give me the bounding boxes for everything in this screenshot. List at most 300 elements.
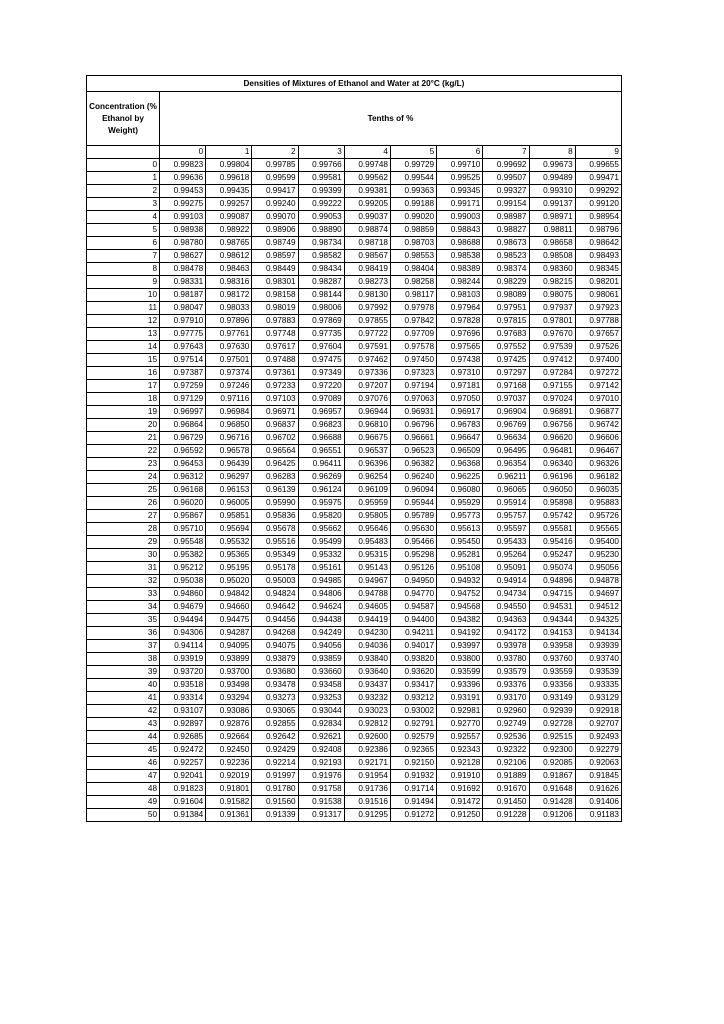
density-cell: 0.94660 bbox=[206, 601, 252, 614]
density-cell: 0.96080 bbox=[437, 484, 483, 497]
density-cell: 0.95483 bbox=[344, 536, 390, 549]
density-cell: 0.95020 bbox=[206, 575, 252, 588]
density-cell: 0.97246 bbox=[206, 380, 252, 393]
density-cell: 0.97501 bbox=[206, 354, 252, 367]
density-cell: 0.95597 bbox=[483, 523, 529, 536]
density-cell: 0.97103 bbox=[252, 393, 298, 406]
density-cell: 0.98734 bbox=[298, 237, 344, 250]
density-cell: 0.92770 bbox=[437, 718, 483, 731]
density-cell: 0.93044 bbox=[298, 705, 344, 718]
density-cell: 0.99070 bbox=[252, 211, 298, 224]
density-cell: 0.98463 bbox=[206, 263, 252, 276]
density-cell: 0.98089 bbox=[483, 289, 529, 302]
density-cell: 0.95565 bbox=[575, 523, 621, 536]
density-cell: 0.94017 bbox=[390, 640, 436, 653]
density-cell: 0.98827 bbox=[483, 224, 529, 237]
density-cell: 0.98201 bbox=[575, 276, 621, 289]
density-cell: 0.95382 bbox=[160, 549, 206, 562]
density-cell: 0.92450 bbox=[206, 744, 252, 757]
density-cell: 0.98316 bbox=[206, 276, 252, 289]
table-row bbox=[87, 796, 622, 809]
density-cell: 0.96904 bbox=[483, 406, 529, 419]
density-cell: 0.94642 bbox=[252, 601, 298, 614]
density-cell: 0.98331 bbox=[160, 276, 206, 289]
table-row bbox=[87, 536, 622, 549]
density-cell: 0.98971 bbox=[529, 211, 575, 224]
density-cell: 0.96182 bbox=[575, 471, 621, 484]
concentration-value: 39 bbox=[87, 666, 160, 679]
density-cell: 0.97539 bbox=[529, 341, 575, 354]
density-cell: 0.95499 bbox=[298, 536, 344, 549]
density-cell: 0.92019 bbox=[206, 770, 252, 783]
density-cell: 0.99599 bbox=[252, 172, 298, 185]
table-row bbox=[87, 783, 622, 796]
density-cell: 0.99171 bbox=[437, 198, 483, 211]
density-cell: 0.94531 bbox=[529, 601, 575, 614]
table-row bbox=[87, 497, 622, 510]
title-row bbox=[87, 76, 622, 92]
density-cell: 0.93335 bbox=[575, 679, 621, 692]
density-cell: 0.96094 bbox=[390, 484, 436, 497]
density-cell: 0.95516 bbox=[252, 536, 298, 549]
density-cell: 0.94679 bbox=[160, 601, 206, 614]
density-cell: 0.97220 bbox=[298, 380, 344, 393]
density-cell: 0.92171 bbox=[344, 757, 390, 770]
density-cell: 0.91494 bbox=[390, 796, 436, 809]
density-cell: 0.96368 bbox=[437, 458, 483, 471]
density-cell: 0.97951 bbox=[483, 302, 529, 315]
concentration-value: 42 bbox=[87, 705, 160, 718]
density-cell: 0.92536 bbox=[483, 731, 529, 744]
density-cell: 0.93129 bbox=[575, 692, 621, 705]
density-cell: 0.97233 bbox=[252, 380, 298, 393]
density-cell: 0.95433 bbox=[483, 536, 529, 549]
density-cell: 0.95003 bbox=[252, 575, 298, 588]
table-row bbox=[87, 744, 622, 757]
density-cell: 0.91361 bbox=[206, 809, 252, 822]
concentration-header: Concentration (% Ethanol by Weight) bbox=[87, 92, 160, 146]
density-cell: 0.99154 bbox=[483, 198, 529, 211]
density-cell: 0.99240 bbox=[252, 198, 298, 211]
table-row bbox=[87, 263, 622, 276]
density-cell: 0.98449 bbox=[252, 263, 298, 276]
density-cell: 0.94325 bbox=[575, 614, 621, 627]
density-cell: 0.98130 bbox=[344, 289, 390, 302]
density-cell: 0.96005 bbox=[206, 497, 252, 510]
density-cell: 0.92128 bbox=[437, 757, 483, 770]
density-cell: 0.97591 bbox=[344, 341, 390, 354]
density-cell: 0.96864 bbox=[160, 419, 206, 432]
density-cell: 0.93740 bbox=[575, 653, 621, 666]
density-cell: 0.98938 bbox=[160, 224, 206, 237]
concentration-value: 3 bbox=[87, 198, 160, 211]
density-cell: 0.96688 bbox=[298, 432, 344, 445]
density-cell: 0.92621 bbox=[298, 731, 344, 744]
density-cell: 0.97617 bbox=[252, 341, 298, 354]
density-cell: 0.99562 bbox=[344, 172, 390, 185]
density-cell: 0.98493 bbox=[575, 250, 621, 263]
density-cell: 0.97116 bbox=[206, 393, 252, 406]
density-cell: 0.93149 bbox=[529, 692, 575, 705]
density-cell: 0.96931 bbox=[390, 406, 436, 419]
density-cell: 0.92236 bbox=[206, 757, 252, 770]
concentration-value: 22 bbox=[87, 445, 160, 458]
density-cell: 0.97937 bbox=[529, 302, 575, 315]
density-cell: 0.95143 bbox=[344, 562, 390, 575]
density-cell: 0.92085 bbox=[529, 757, 575, 770]
density-cell: 0.97310 bbox=[437, 367, 483, 380]
density-cell: 0.94715 bbox=[529, 588, 575, 601]
density-cell: 0.99020 bbox=[390, 211, 436, 224]
density-cell: 0.93840 bbox=[344, 653, 390, 666]
density-cell: 0.94752 bbox=[437, 588, 483, 601]
density-cell: 0.91780 bbox=[252, 783, 298, 796]
density-cell: 0.92300 bbox=[529, 744, 575, 757]
density-cell: 0.98811 bbox=[529, 224, 575, 237]
density-cell: 0.97194 bbox=[390, 380, 436, 393]
concentration-value: 25 bbox=[87, 484, 160, 497]
density-cell: 0.94842 bbox=[206, 588, 252, 601]
density-cell: 0.98434 bbox=[298, 263, 344, 276]
concentration-value: 4 bbox=[87, 211, 160, 224]
density-cell: 0.96326 bbox=[575, 458, 621, 471]
density-cell: 0.98688 bbox=[437, 237, 483, 250]
concentration-value: 29 bbox=[87, 536, 160, 549]
density-cell: 0.95230 bbox=[575, 549, 621, 562]
density-cell: 0.96606 bbox=[575, 432, 621, 445]
table-row bbox=[87, 588, 622, 601]
density-table bbox=[86, 75, 622, 822]
concentration-value: 6 bbox=[87, 237, 160, 250]
density-cell: 0.92600 bbox=[344, 731, 390, 744]
density-cell: 0.91932 bbox=[390, 770, 436, 783]
density-cell: 0.97643 bbox=[160, 341, 206, 354]
table-row bbox=[87, 601, 622, 614]
density-cell: 0.93997 bbox=[437, 640, 483, 653]
density-cell: 0.94878 bbox=[575, 575, 621, 588]
density-cell: 0.97869 bbox=[298, 315, 344, 328]
density-cell: 0.96783 bbox=[437, 419, 483, 432]
density-cell: 0.92515 bbox=[529, 731, 575, 744]
concentration-value: 47 bbox=[87, 770, 160, 783]
density-cell: 0.94075 bbox=[252, 640, 298, 653]
density-cell: 0.94932 bbox=[437, 575, 483, 588]
density-cell: 0.97425 bbox=[483, 354, 529, 367]
concentration-value: 12 bbox=[87, 315, 160, 328]
density-cell: 0.93640 bbox=[344, 666, 390, 679]
density-cell: 0.94211 bbox=[390, 627, 436, 640]
density-cell: 0.98749 bbox=[252, 237, 298, 250]
density-cell: 0.94400 bbox=[390, 614, 436, 627]
table-row bbox=[87, 159, 622, 172]
table-row bbox=[87, 770, 622, 783]
density-cell: 0.93919 bbox=[160, 653, 206, 666]
concentration-value: 26 bbox=[87, 497, 160, 510]
density-cell: 0.91228 bbox=[483, 809, 529, 822]
density-cell: 0.94095 bbox=[206, 640, 252, 653]
density-cell: 0.98061 bbox=[575, 289, 621, 302]
density-cell: 0.97735 bbox=[298, 328, 344, 341]
concentration-value: 1 bbox=[87, 172, 160, 185]
density-cell: 0.94172 bbox=[483, 627, 529, 640]
density-cell: 0.99188 bbox=[390, 198, 436, 211]
density-cell: 0.95883 bbox=[575, 497, 621, 510]
concentration-value: 40 bbox=[87, 679, 160, 692]
density-cell: 0.95990 bbox=[252, 497, 298, 510]
density-cell: 0.92257 bbox=[160, 757, 206, 770]
density-cell: 0.96702 bbox=[252, 432, 298, 445]
density-cell: 0.94860 bbox=[160, 588, 206, 601]
density-cell: 0.99507 bbox=[483, 172, 529, 185]
density-cell: 0.94770 bbox=[390, 588, 436, 601]
concentration-value: 31 bbox=[87, 562, 160, 575]
density-cell: 0.94056 bbox=[298, 640, 344, 653]
density-cell: 0.93780 bbox=[483, 653, 529, 666]
density-cell: 0.91384 bbox=[160, 809, 206, 822]
table-row bbox=[87, 393, 622, 406]
density-cell: 0.98345 bbox=[575, 263, 621, 276]
density-cell: 0.92557 bbox=[437, 731, 483, 744]
concentration-value: 34 bbox=[87, 601, 160, 614]
density-cell: 0.91801 bbox=[206, 783, 252, 796]
concentration-value: 15 bbox=[87, 354, 160, 367]
density-cell: 0.97089 bbox=[298, 393, 344, 406]
density-cell: 0.99729 bbox=[390, 159, 436, 172]
density-cell: 0.94605 bbox=[344, 601, 390, 614]
concentration-value: 10 bbox=[87, 289, 160, 302]
density-cell: 0.91670 bbox=[483, 783, 529, 796]
density-cell: 0.95548 bbox=[160, 536, 206, 549]
table-row bbox=[87, 341, 622, 354]
density-cell: 0.93458 bbox=[298, 679, 344, 692]
density-cell: 0.93170 bbox=[483, 692, 529, 705]
density-cell: 0.94824 bbox=[252, 588, 298, 601]
density-cell: 0.95898 bbox=[529, 497, 575, 510]
density-cell: 0.96729 bbox=[160, 432, 206, 445]
density-cell: 0.96537 bbox=[344, 445, 390, 458]
density-cell: 0.96742 bbox=[575, 419, 621, 432]
table-row bbox=[87, 276, 622, 289]
density-cell: 0.97578 bbox=[390, 341, 436, 354]
density-cell: 0.95975 bbox=[298, 497, 344, 510]
density-cell: 0.92365 bbox=[390, 744, 436, 757]
density-cell: 0.93518 bbox=[160, 679, 206, 692]
density-cell: 0.94249 bbox=[298, 627, 344, 640]
density-cell: 0.97076 bbox=[344, 393, 390, 406]
density-cell: 0.95195 bbox=[206, 562, 252, 575]
density-cell: 0.94036 bbox=[344, 640, 390, 653]
density-cell: 0.98117 bbox=[390, 289, 436, 302]
density-cell: 0.96850 bbox=[206, 419, 252, 432]
density-cell: 0.99525 bbox=[437, 172, 483, 185]
density-cell: 0.97336 bbox=[344, 367, 390, 380]
density-cell: 0.94494 bbox=[160, 614, 206, 627]
density-cell: 0.97297 bbox=[483, 367, 529, 380]
density-cell: 0.97475 bbox=[298, 354, 344, 367]
density-cell: 0.98229 bbox=[483, 276, 529, 289]
table-row bbox=[87, 380, 622, 393]
density-cell: 0.99636 bbox=[160, 172, 206, 185]
density-cell: 0.91450 bbox=[483, 796, 529, 809]
density-cell: 0.96297 bbox=[206, 471, 252, 484]
density-cell: 0.95074 bbox=[529, 562, 575, 575]
concentration-value: 50 bbox=[87, 809, 160, 822]
density-cell: 0.92106 bbox=[483, 757, 529, 770]
density-cell: 0.91845 bbox=[575, 770, 621, 783]
table-row bbox=[87, 679, 622, 692]
density-cell: 0.95038 bbox=[160, 575, 206, 588]
density-cell: 0.98843 bbox=[437, 224, 483, 237]
density-cell: 0.96957 bbox=[298, 406, 344, 419]
density-cell: 0.94287 bbox=[206, 627, 252, 640]
density-cell: 0.96769 bbox=[483, 419, 529, 432]
density-cell: 0.95212 bbox=[160, 562, 206, 575]
density-cell: 0.92707 bbox=[575, 718, 621, 731]
density-cell: 0.91889 bbox=[483, 770, 529, 783]
concentration-value: 36 bbox=[87, 627, 160, 640]
density-cell: 0.95944 bbox=[390, 497, 436, 510]
density-cell: 0.97788 bbox=[575, 315, 621, 328]
table-row bbox=[87, 224, 622, 237]
density-cell: 0.91604 bbox=[160, 796, 206, 809]
density-cell: 0.95789 bbox=[390, 510, 436, 523]
concentration-value: 0 bbox=[87, 159, 160, 172]
density-cell: 0.98419 bbox=[344, 263, 390, 276]
density-cell: 0.91250 bbox=[437, 809, 483, 822]
density-cell: 0.94475 bbox=[206, 614, 252, 627]
density-cell: 0.96168 bbox=[160, 484, 206, 497]
density-cell: 0.97978 bbox=[390, 302, 436, 315]
density-cell: 0.99766 bbox=[298, 159, 344, 172]
density-cell: 0.97761 bbox=[206, 328, 252, 341]
density-cell: 0.98244 bbox=[437, 276, 483, 289]
density-cell: 0.91692 bbox=[437, 783, 483, 796]
density-cell: 0.97462 bbox=[344, 354, 390, 367]
density-cell: 0.98187 bbox=[160, 289, 206, 302]
density-cell: 0.93396 bbox=[437, 679, 483, 692]
density-cell: 0.99120 bbox=[575, 198, 621, 211]
concentration-value: 23 bbox=[87, 458, 160, 471]
density-cell: 0.93559 bbox=[529, 666, 575, 679]
table-row bbox=[87, 328, 622, 341]
density-cell: 0.96425 bbox=[252, 458, 298, 471]
density-cell: 0.93620 bbox=[390, 666, 436, 679]
table-row bbox=[87, 315, 622, 328]
density-cell: 0.96139 bbox=[252, 484, 298, 497]
density-cell: 0.94456 bbox=[252, 614, 298, 627]
tenths-label: 9 bbox=[575, 146, 621, 159]
density-cell: 0.97722 bbox=[344, 328, 390, 341]
density-cell: 0.93294 bbox=[206, 692, 252, 705]
density-cell: 0.94438 bbox=[298, 614, 344, 627]
concentration-value: 49 bbox=[87, 796, 160, 809]
density-cell: 0.98538 bbox=[437, 250, 483, 263]
density-cell: 0.98301 bbox=[252, 276, 298, 289]
density-cell: 0.98360 bbox=[529, 263, 575, 276]
density-cell: 0.99205 bbox=[344, 198, 390, 211]
density-cell: 0.95581 bbox=[529, 523, 575, 536]
density-cell: 0.98859 bbox=[390, 224, 436, 237]
concentration-value: 28 bbox=[87, 523, 160, 536]
density-cell: 0.92685 bbox=[160, 731, 206, 744]
density-cell: 0.95400 bbox=[575, 536, 621, 549]
table-row bbox=[87, 419, 622, 432]
density-cell: 0.91406 bbox=[575, 796, 621, 809]
table-row bbox=[87, 549, 622, 562]
density-cell: 0.98158 bbox=[252, 289, 298, 302]
density-cell: 0.95773 bbox=[437, 510, 483, 523]
density-cell: 0.93253 bbox=[298, 692, 344, 705]
concentration-value: 9 bbox=[87, 276, 160, 289]
density-cell: 0.91428 bbox=[529, 796, 575, 809]
concentration-value: 38 bbox=[87, 653, 160, 666]
density-cell: 0.95613 bbox=[437, 523, 483, 536]
density-cell: 0.94967 bbox=[344, 575, 390, 588]
header-row bbox=[87, 92, 622, 146]
density-cell: 0.96810 bbox=[344, 419, 390, 432]
density-cell: 0.99417 bbox=[252, 185, 298, 198]
density-cell: 0.94363 bbox=[483, 614, 529, 627]
density-cell: 0.96312 bbox=[160, 471, 206, 484]
density-cell: 0.94192 bbox=[437, 627, 483, 640]
density-cell: 0.91317 bbox=[298, 809, 344, 822]
density-cell: 0.97168 bbox=[483, 380, 529, 393]
density-cell: 0.98718 bbox=[344, 237, 390, 250]
density-cell: 0.96035 bbox=[575, 484, 621, 497]
density-cell: 0.92728 bbox=[529, 718, 575, 731]
density-cell: 0.98673 bbox=[483, 237, 529, 250]
density-cell: 0.99692 bbox=[483, 159, 529, 172]
density-cell: 0.96971 bbox=[252, 406, 298, 419]
density-cell: 0.97657 bbox=[575, 328, 621, 341]
concentration-value: 18 bbox=[87, 393, 160, 406]
tenths-label: 2 bbox=[252, 146, 298, 159]
table-row bbox=[87, 640, 622, 653]
density-cell: 0.95056 bbox=[575, 562, 621, 575]
density-cell: 0.96944 bbox=[344, 406, 390, 419]
density-cell: 0.95914 bbox=[483, 497, 529, 510]
density-cell: 0.98553 bbox=[390, 250, 436, 263]
density-cell: 0.97024 bbox=[529, 393, 575, 406]
density-cell: 0.95450 bbox=[437, 536, 483, 549]
density-cell: 0.91997 bbox=[252, 770, 298, 783]
density-cell: 0.95091 bbox=[483, 562, 529, 575]
density-cell: 0.95349 bbox=[252, 549, 298, 562]
density-cell: 0.94950 bbox=[390, 575, 436, 588]
density-cell: 0.93376 bbox=[483, 679, 529, 692]
density-cell: 0.96254 bbox=[344, 471, 390, 484]
density-cell: 0.91736 bbox=[344, 783, 390, 796]
density-cell: 0.97696 bbox=[437, 328, 483, 341]
density-cell: 0.98258 bbox=[390, 276, 436, 289]
density-cell: 0.98103 bbox=[437, 289, 483, 302]
density-cell: 0.99275 bbox=[160, 198, 206, 211]
density-cell: 0.97896 bbox=[206, 315, 252, 328]
density-cell: 0.96382 bbox=[390, 458, 436, 471]
density-cell: 0.99618 bbox=[206, 172, 252, 185]
concentration-value: 5 bbox=[87, 224, 160, 237]
density-cell: 0.93939 bbox=[575, 640, 621, 653]
density-cell: 0.95805 bbox=[344, 510, 390, 523]
density-cell: 0.94624 bbox=[298, 601, 344, 614]
density-cell: 0.98703 bbox=[390, 237, 436, 250]
density-cell: 0.95365 bbox=[206, 549, 252, 562]
table-row bbox=[87, 692, 622, 705]
density-cell: 0.94734 bbox=[483, 588, 529, 601]
density-cell: 0.97155 bbox=[529, 380, 575, 393]
density-cell: 0.94512 bbox=[575, 601, 621, 614]
density-cell: 0.93859 bbox=[298, 653, 344, 666]
